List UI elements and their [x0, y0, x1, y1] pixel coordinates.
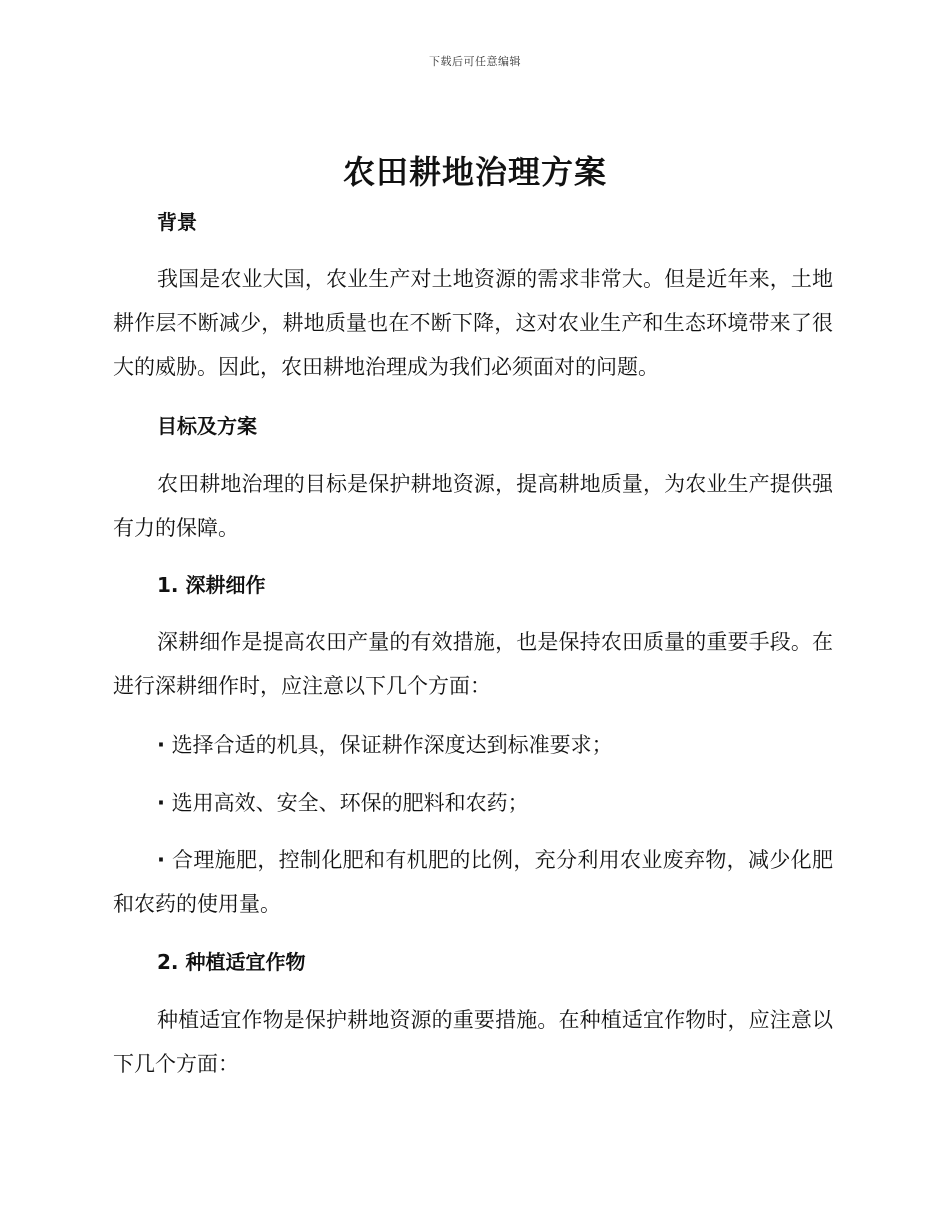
header-note: 下载后可任意编辑: [429, 55, 521, 68]
paragraph-deep-tillage: 深耕细作是提高农田产量的有效措施，也是保持农田质量的重要手段。在进行深耕细作时，应注意以下几个方面：: [113, 630, 833, 698]
list-item-text: 合理施肥，控制化肥和有机肥的比例，充分利用农业废弃物，减少化肥和农药的使用量。: [113, 848, 833, 916]
section-heading-deep-tillage: 1. 深耕细作: [157, 573, 266, 597]
list-item-text: 选择合适的机具，保证耕作深度达到标准要求；: [171, 733, 613, 757]
section-heading-background: 背景: [157, 210, 197, 234]
section-heading-suitable-crops: 2. 种植适宜作物: [157, 950, 306, 974]
paragraph-background: 我国是农业大国，农业生产对土地资源的需求非常大。但是近年来，土地耕作层不断减少，耕地质量也在不断下降，这对农业生产和生态环境带来了很大的威胁。因此，农田耕地治理成为我们必须面对的问题。: [113, 267, 833, 379]
paragraph-goals: 农田耕地治理的目标是保护耕地资源，提高耕地质量，为农业生产提供强有力的保障。: [113, 472, 833, 540]
bullet-marker: ·: [157, 733, 165, 757]
paragraph-suitable-crops: 种植适宜作物是保护耕地资源的重要措施。在种植适宜作物时，应注意以下几个方面：: [113, 1008, 833, 1076]
list-item: [113, 781, 833, 825]
bullet-marker: ·: [157, 791, 165, 815]
bullet-marker: ·: [157, 848, 165, 872]
list-item: [113, 838, 833, 926]
document-title: 农田耕地治理方案: [342, 153, 607, 191]
section-heading-goals: 目标及方案: [157, 414, 257, 438]
list-item: [113, 723, 833, 767]
list-item-text: 选用高效、安全、环保的肥料和农药；: [171, 791, 529, 815]
